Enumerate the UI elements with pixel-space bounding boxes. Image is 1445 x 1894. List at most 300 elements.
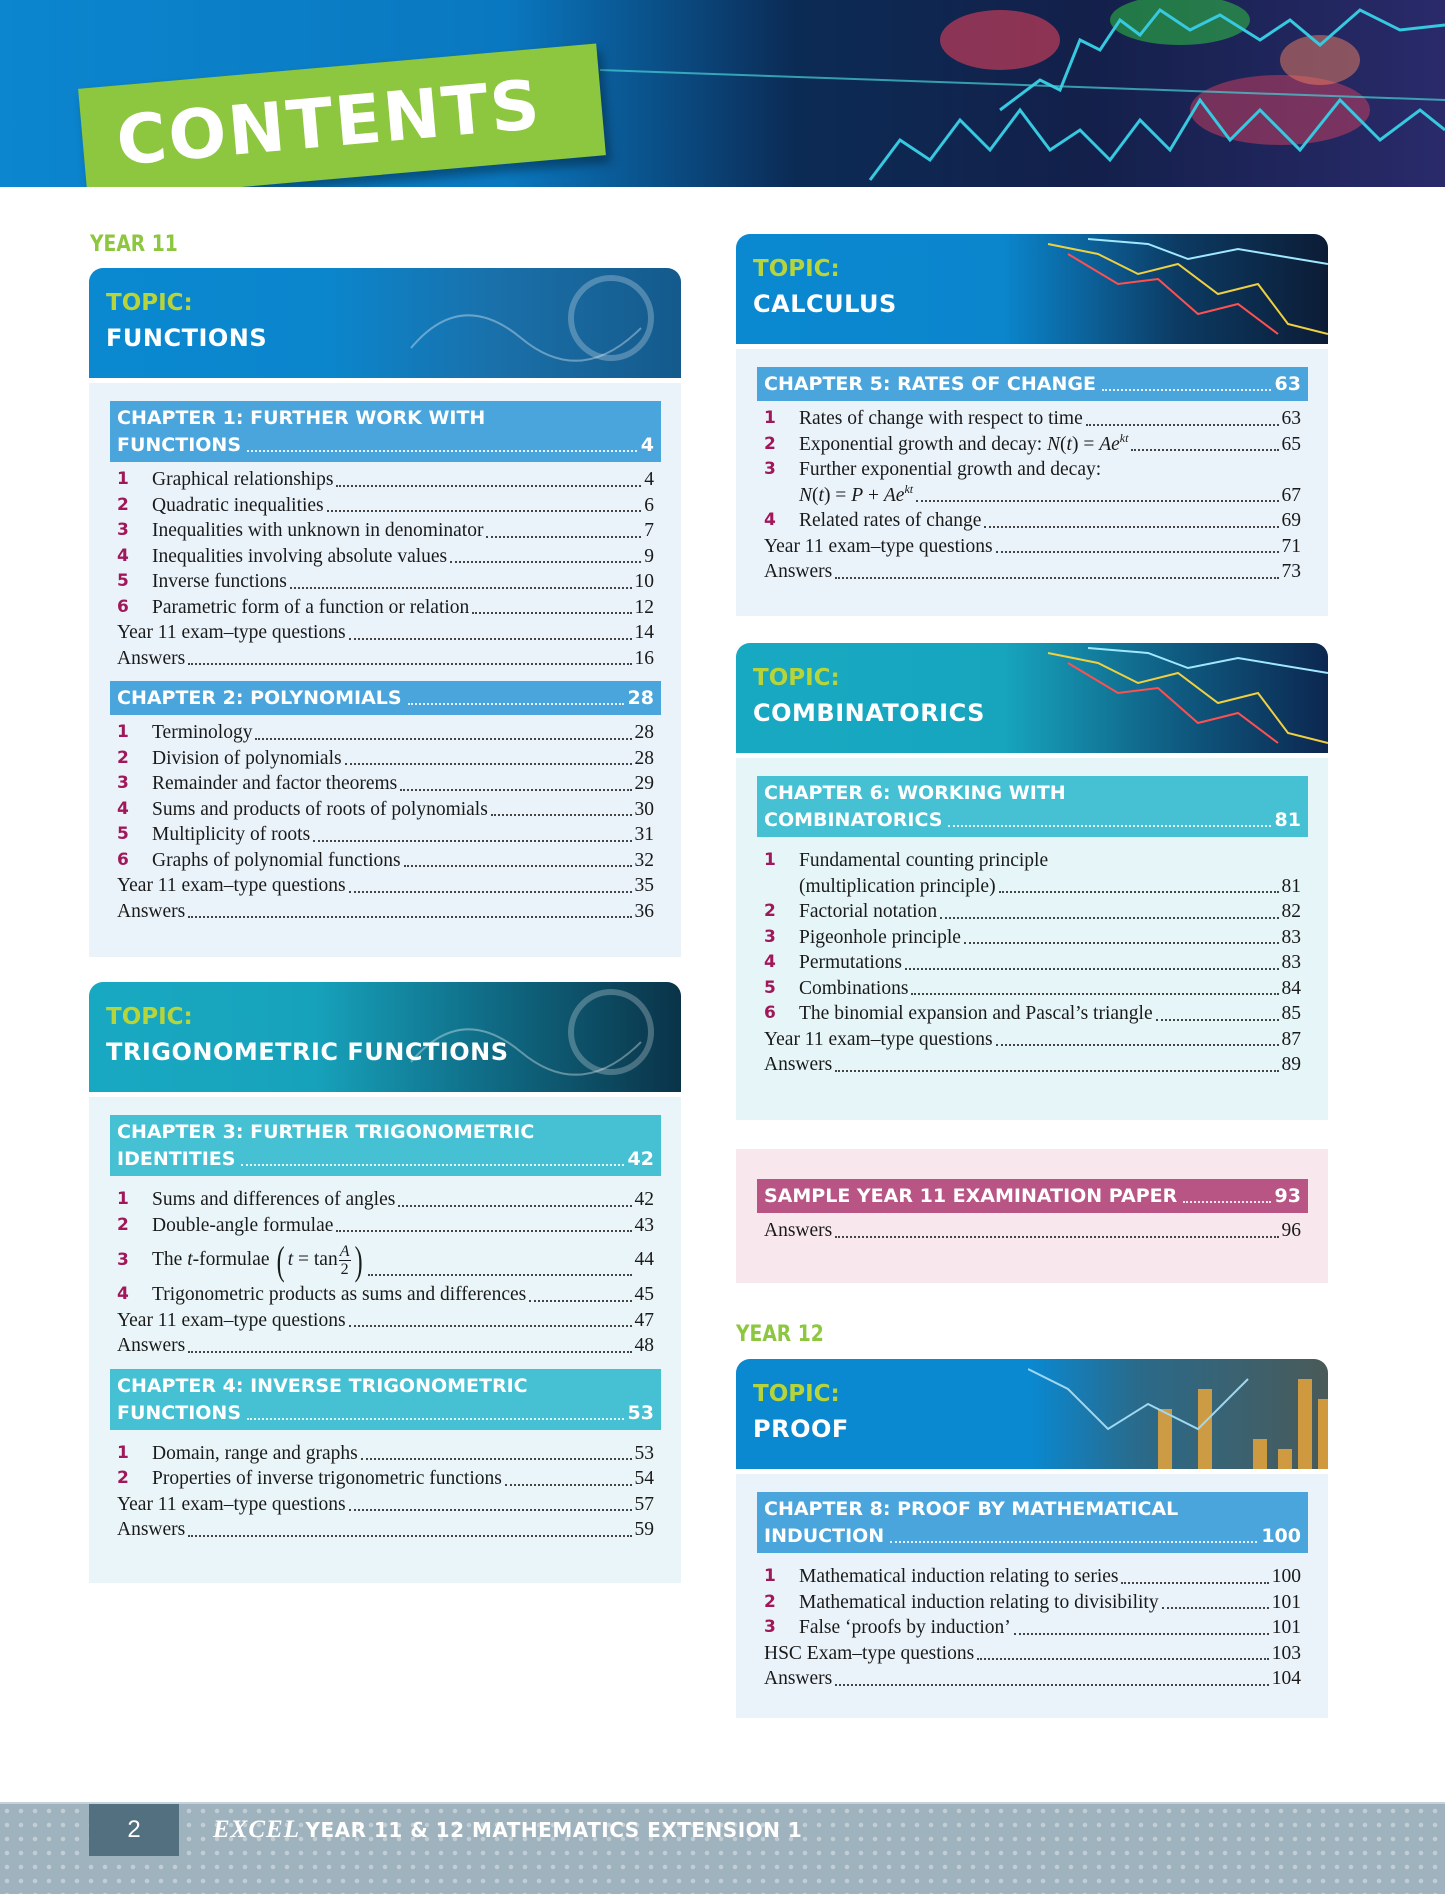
entry-number: 3 (117, 773, 129, 793)
chapter-title-line: CHAPTER 6: WORKING WITH (764, 782, 1066, 804)
chapter-heading[interactable] (757, 1492, 1308, 1553)
toc-entry[interactable] (110, 1517, 661, 1543)
toc-entry[interactable] (110, 1238, 661, 1282)
dot-leader (835, 1684, 1269, 1686)
topic-label: TOPIC: (106, 1004, 193, 1030)
chapter-items (110, 1441, 661, 1543)
entry-title: Pigeonhole principle (799, 926, 961, 948)
book-title (213, 1816, 802, 1844)
entry-page: 35 (634, 875, 654, 896)
entry-number: 3 (764, 926, 776, 947)
toc-entry[interactable] (757, 559, 1308, 585)
entry-number: 4 (117, 545, 129, 566)
topic-contents (89, 1097, 681, 1583)
chapter-page: 53 (627, 1401, 654, 1424)
entry-page: 10 (634, 571, 654, 592)
toc-entry[interactable] (757, 457, 1308, 483)
dot-leader (1156, 1019, 1279, 1021)
toc-entry[interactable] (757, 1615, 1308, 1641)
entry-title: Trigonometric products as sums and differences (152, 1284, 527, 1305)
chapter-items (757, 406, 1308, 585)
chapter-heading[interactable] (757, 776, 1308, 837)
chapter-heading[interactable] (110, 1115, 661, 1176)
chapter-title-line: CHAPTER 3: FURTHER TRIGONOMETRIC (117, 1121, 535, 1143)
entry-page: 82 (1281, 901, 1301, 922)
dot-leader (835, 1236, 1278, 1238)
fraction-numerator: A (339, 1243, 350, 1261)
entry-page: 103 (1271, 1642, 1301, 1664)
toc-entry[interactable] (757, 432, 1308, 458)
chapter-items (110, 720, 661, 924)
entry-title: Related rates of change (799, 510, 982, 531)
text-part: t (1066, 433, 1072, 455)
entry-title-continued (799, 874, 996, 900)
chapter-heading[interactable] (757, 1179, 1308, 1213)
dot-leader (505, 1484, 632, 1486)
entry-title: Fundamental counting principle (799, 850, 1049, 871)
chapter-heading[interactable] (757, 367, 1308, 401)
toc-entry[interactable] (110, 1187, 661, 1213)
chapter-title-line: CHAPTER 1: FURTHER WORK WITH (117, 407, 486, 429)
dot-leader (255, 738, 631, 740)
topic-contents (736, 1149, 1328, 1283)
dot-leader (450, 561, 641, 563)
entry-title: Year 11 exam–type questions (117, 875, 346, 896)
chapter-page: 4 (640, 434, 654, 456)
chapter-title-line: CHAPTER 4: INVERSE TRIGONOMETRIC (117, 1374, 528, 1397)
toc-entry[interactable] (757, 1027, 1308, 1053)
toc-entry[interactable] (110, 620, 661, 646)
topic-label: TOPIC: (753, 1381, 840, 1407)
entry-number: 6 (117, 849, 129, 870)
dot-leader (1086, 424, 1279, 426)
entry-page: 4 (644, 469, 654, 490)
chapter-heading[interactable] (110, 401, 661, 462)
entry-page: 42 (634, 1189, 654, 1210)
toc-entry[interactable] (757, 534, 1308, 560)
entry-title: Year 11 exam–type questions (764, 535, 993, 557)
fraction (339, 1243, 351, 1278)
entry-title: Year 11 exam–type questions (764, 1028, 993, 1050)
superscript: kt (1119, 430, 1129, 445)
entry-page: 83 (1281, 926, 1301, 948)
entry-page: 81 (1281, 875, 1301, 897)
entry-page: 14 (634, 622, 654, 643)
chapter-heading[interactable] (110, 1369, 661, 1430)
dot-leader (472, 612, 631, 614)
dot-leader (999, 891, 1279, 893)
chapter-items (757, 1564, 1308, 1692)
toc-entry[interactable] (110, 873, 661, 899)
dot-leader (835, 577, 1278, 579)
superscript: kt (904, 481, 914, 496)
dot-leader (996, 1044, 1279, 1046)
page-footer (0, 1802, 1445, 1894)
toc-entry[interactable] (757, 1564, 1308, 1590)
toc-entry[interactable] (757, 925, 1308, 951)
toc-entry[interactable] (110, 493, 661, 519)
entry-number: 3 (117, 1250, 129, 1270)
text-part: The (152, 1249, 188, 1270)
dot-leader (911, 993, 1278, 995)
chapter-title-row (117, 685, 654, 712)
topic-label: TOPIC: (753, 256, 840, 282)
entry-page: 101 (1271, 1617, 1301, 1638)
entry-page: 63 (1281, 408, 1301, 429)
entry-page: 96 (1281, 1220, 1301, 1241)
entry-number: 4 (764, 952, 776, 972)
toc-entry[interactable] (110, 595, 661, 621)
dot-leader (188, 663, 631, 665)
chapter-items (110, 467, 661, 671)
entry-page: 83 (1281, 952, 1301, 973)
entry-title: Sums and differences of angles (152, 1189, 396, 1210)
entry-number: 2 (764, 1591, 776, 1612)
dot-leader (835, 1070, 1278, 1072)
dot-leader (400, 789, 631, 791)
toc-entry[interactable] (110, 569, 661, 595)
entry-page: 104 (1271, 1668, 1301, 1689)
entry-number: 5 (117, 571, 129, 591)
entry-title: Division of polynomials (152, 747, 342, 769)
entry-page: 84 (1281, 977, 1301, 999)
toc-entry[interactable] (110, 518, 661, 544)
text-part: N (1047, 433, 1061, 455)
chapter-title-line: SAMPLE YEAR 11 EXAMINATION PAPER (764, 1185, 1178, 1207)
entry-number: 1 (764, 408, 776, 428)
entry-page: 36 (634, 900, 654, 922)
entry-title: Year 11 exam–type questions (117, 1493, 346, 1515)
topic-header (736, 643, 1328, 753)
entry-title: Inequalities with unknown in denominator (152, 520, 484, 541)
year-12-label: YEAR 12 (736, 1322, 824, 1347)
dot-leader (948, 825, 1270, 827)
chapter-page: 100 (1261, 1525, 1301, 1547)
entry-title: Answers (117, 1335, 186, 1356)
topic-contents (736, 758, 1328, 1120)
chapter-title-line: FUNCTIONS (117, 434, 242, 456)
entry-number: 1 (117, 722, 129, 742)
text-part: -formulae (192, 1249, 275, 1270)
toc-entry[interactable] (757, 950, 1308, 976)
entry-page: 57 (634, 1493, 654, 1515)
toc-entry[interactable] (110, 771, 661, 797)
entry-title: Further exponential growth and decay: (799, 459, 1102, 480)
chapter-title-row (117, 1146, 654, 1173)
entry-page: 65 (1281, 433, 1301, 455)
dot-leader (313, 840, 631, 842)
entry-title: Answers (764, 1220, 833, 1241)
toc-entry[interactable] (110, 544, 661, 570)
dot-leader (349, 891, 632, 893)
entry-title: Quadratic inequalities (152, 494, 324, 516)
entry-number: 4 (117, 1284, 129, 1304)
entry-page: 28 (634, 722, 654, 743)
dot-leader (361, 1458, 632, 1460)
entry-title (152, 1238, 365, 1282)
chapter-page: 42 (627, 1148, 654, 1170)
dot-leader (368, 1274, 632, 1276)
topic-header (736, 1359, 1328, 1469)
chapter-title-row (764, 1183, 1301, 1210)
topic-label: TOPIC: (753, 665, 840, 691)
dot-leader (408, 703, 624, 705)
entry-page: 16 (634, 647, 654, 669)
dot-leader (247, 1418, 624, 1420)
entry-number: 6 (117, 596, 129, 617)
entry-title: Multiplicity of roots (152, 824, 311, 845)
entry-title: Remainder and factor theorems (152, 773, 398, 794)
chapter-title-line: CHAPTER 8: PROOF BY MATHEMATICAL (764, 1498, 1179, 1520)
entry-number: 4 (764, 510, 776, 530)
toc-entry-continuation[interactable] (757, 874, 1308, 900)
chapter-page: 63 (1274, 373, 1301, 395)
toc-entry[interactable] (757, 1641, 1308, 1667)
entry-page: 7 (644, 520, 654, 541)
page-number: 2 (89, 1804, 179, 1856)
entry-page: 89 (1281, 1054, 1301, 1075)
toc-entry[interactable] (110, 1213, 661, 1239)
entry-number: 2 (117, 1214, 129, 1235)
toc-entry[interactable] (757, 1052, 1308, 1078)
text-part: Exponential growth and decay: (799, 433, 1048, 455)
dot-leader (529, 1300, 631, 1302)
dot-leader (905, 968, 1279, 970)
toc-entry[interactable] (110, 899, 661, 925)
entry-title-continued (799, 483, 913, 509)
chapter-title-row (764, 807, 1301, 834)
entry-title: HSC Exam–type questions (764, 1642, 975, 1664)
toc-entry[interactable] (110, 720, 661, 746)
entry-number: 1 (117, 1442, 129, 1463)
topic-name: PROOF (753, 1415, 849, 1443)
dot-leader (349, 638, 632, 640)
entry-page: 69 (1281, 510, 1301, 531)
entry-number: 2 (117, 747, 129, 768)
entry-title: Inverse functions (152, 571, 287, 592)
dot-leader (349, 1325, 632, 1327)
entry-title: Year 11 exam–type questions (117, 622, 346, 643)
toc-entry[interactable] (757, 1218, 1308, 1244)
toc-entry[interactable] (757, 1590, 1308, 1616)
toc-entry[interactable] (757, 976, 1308, 1002)
entry-page: 100 (1271, 1566, 1301, 1587)
entry-title: Graphs of polynomial functions (152, 849, 401, 871)
entry-page: 29 (634, 773, 654, 794)
topic-label: TOPIC: (106, 290, 193, 316)
dot-leader (336, 485, 641, 487)
entry-title: Answers (764, 1054, 833, 1075)
toc-entry[interactable] (110, 746, 661, 772)
book-title-text: YEAR 11 & 12 MATHEMATICS EXTENSION 1 (305, 1818, 803, 1842)
text-part: Ae (1099, 433, 1120, 455)
dot-leader (486, 536, 641, 538)
parenthesis: ( (277, 1237, 286, 1283)
toc-entry[interactable] (110, 1492, 661, 1518)
topic-functions (89, 268, 681, 957)
toc-entry[interactable] (110, 1441, 661, 1467)
toc-entry[interactable] (757, 848, 1308, 874)
entry-title: Permutations (799, 952, 902, 973)
topic-trigonometric-functions (89, 982, 681, 1583)
entry-title: Rates of change with respect to time (799, 408, 1083, 429)
entry-page: 85 (1281, 1003, 1301, 1024)
topic-name: COMBINATORICS (753, 699, 985, 727)
topic-header (89, 982, 681, 1092)
dot-leader (404, 865, 632, 867)
entry-page: 59 (634, 1519, 654, 1540)
topic-contents (736, 1474, 1328, 1718)
text-part: + (863, 484, 884, 506)
chapter-title-line: IDENTITIES (117, 1148, 236, 1170)
entry-number: 3 (764, 1617, 776, 1637)
toc-entry[interactable] (757, 508, 1308, 534)
toc-entry[interactable] (110, 797, 661, 823)
toc-entry[interactable] (110, 467, 661, 493)
dot-leader (964, 942, 1279, 944)
toc-entry[interactable] (110, 646, 661, 672)
dot-leader (1014, 1633, 1269, 1635)
chapter-title-row (764, 371, 1301, 398)
topic-name: CALCULUS (753, 290, 897, 318)
topic-contents (89, 383, 681, 957)
fraction-denominator: 2 (340, 1261, 349, 1279)
toc-entry[interactable] (757, 1001, 1308, 1027)
topic-calculus (736, 234, 1328, 616)
dot-leader (1131, 449, 1278, 451)
dot-leader (398, 1205, 631, 1207)
chapter-title-line: INDUCTION (764, 1525, 885, 1547)
entry-title: Answers (764, 561, 833, 582)
text-part: Ae (883, 484, 905, 506)
chapter-page: 93 (1274, 1185, 1301, 1207)
entry-number: 4 (117, 798, 129, 819)
dot-leader (290, 587, 632, 589)
entry-title: Properties of inverse trigonometric functions (152, 1468, 502, 1489)
toc-entry[interactable] (757, 1666, 1308, 1692)
topic-header (736, 234, 1328, 344)
entry-title: Answers (117, 1519, 186, 1540)
dot-leader (188, 1351, 631, 1353)
entry-page: 101 (1271, 1591, 1301, 1613)
dot-leader (247, 450, 637, 452)
toc-entry[interactable] (110, 1308, 661, 1334)
toc-entry-continuation[interactable] (757, 483, 1308, 509)
text-part: ) = (823, 484, 852, 506)
toc-entry[interactable] (110, 1282, 661, 1308)
entry-title: Graphical relationships (152, 469, 334, 490)
chapter-items (110, 1187, 661, 1359)
entry-number: 3 (764, 459, 776, 479)
entry-page: 28 (634, 747, 654, 769)
dot-leader (940, 917, 1278, 919)
entry-title: The binomial expansion and Pascal’s triangle (799, 1003, 1153, 1024)
entry-number: 1 (764, 1566, 776, 1586)
chapter-page: 81 (1274, 809, 1301, 831)
dot-leader (491, 814, 632, 816)
year-11-label: YEAR 11 (90, 232, 178, 257)
entry-title: Inequalities involving absolute values (152, 545, 448, 567)
entry-number: 1 (117, 1189, 129, 1209)
sample-exam-paper (736, 1144, 1328, 1283)
toc-entry[interactable] (110, 1466, 661, 1492)
header-banner (0, 0, 1445, 187)
entry-page: 53 (634, 1442, 654, 1464)
entry-page: 71 (1281, 535, 1301, 557)
topic-combinatorics (736, 643, 1328, 1120)
dot-leader (345, 763, 632, 765)
topic-name: TRIGONOMETRIC FUNCTIONS (106, 1038, 509, 1066)
dot-leader (916, 500, 1278, 502)
entry-page: 87 (1281, 1028, 1301, 1050)
entry-title: Year 11 exam–type questions (117, 1309, 346, 1331)
chapter-title-line: FUNCTIONS (117, 1401, 242, 1424)
text-part: ( (1060, 433, 1067, 455)
dot-leader (977, 1658, 1269, 1660)
entry-page: 31 (634, 824, 654, 845)
chapter-heading[interactable] (110, 681, 661, 715)
chapter-title-row (117, 1400, 654, 1427)
entry-page: 54 (634, 1468, 654, 1489)
text-part: P (851, 484, 864, 506)
chapter-title-row (764, 1523, 1301, 1550)
entry-title (799, 432, 1128, 458)
entry-page: 48 (634, 1335, 654, 1356)
chapter-title-row (117, 432, 654, 459)
entry-title: False ‘proofs by induction’ (799, 1617, 1011, 1638)
entry-page: 12 (634, 596, 654, 618)
entry-page: 45 (634, 1284, 654, 1305)
entry-number: 5 (764, 977, 776, 998)
toc-entry[interactable] (757, 406, 1308, 432)
entry-number: 2 (764, 433, 776, 454)
dot-leader (890, 1541, 1257, 1543)
text-part: ) = (1071, 433, 1100, 455)
text-part: t (287, 1249, 294, 1270)
entry-title: Sums and products of roots of polynomials (152, 798, 488, 820)
dot-leader (1162, 1607, 1269, 1609)
toc-entry[interactable] (110, 848, 661, 874)
entry-page: 43 (634, 1214, 654, 1236)
dot-leader (1121, 1582, 1268, 1584)
entry-number: 2 (764, 901, 776, 921)
text-part: = tan (293, 1249, 338, 1270)
dot-leader (241, 1164, 623, 1166)
chapter-title-line: COMBINATORICS (764, 809, 943, 831)
toc-entry[interactable] (110, 1333, 661, 1359)
entry-number: 5 (117, 824, 129, 844)
dot-leader (984, 526, 1278, 528)
entry-title: Mathematical induction relating to series (799, 1566, 1119, 1587)
dot-leader (1183, 1201, 1270, 1203)
entry-number: 1 (117, 469, 129, 489)
chapter-items (757, 1218, 1308, 1244)
dot-leader (1102, 389, 1271, 391)
text-part: t (818, 484, 824, 506)
toc-entry[interactable] (110, 822, 661, 848)
entry-title: Terminology (152, 722, 253, 743)
entry-page: 6 (644, 494, 654, 516)
entry-number: 2 (117, 494, 129, 515)
dot-leader (349, 1509, 632, 1511)
toc-entry[interactable] (757, 899, 1308, 925)
text-part: N (799, 484, 813, 506)
dot-leader (188, 916, 631, 918)
brand-name: EXCEL (213, 1816, 300, 1843)
entry-title: Answers (117, 647, 186, 669)
dot-leader (336, 1230, 631, 1232)
entry-title: Answers (117, 900, 186, 922)
